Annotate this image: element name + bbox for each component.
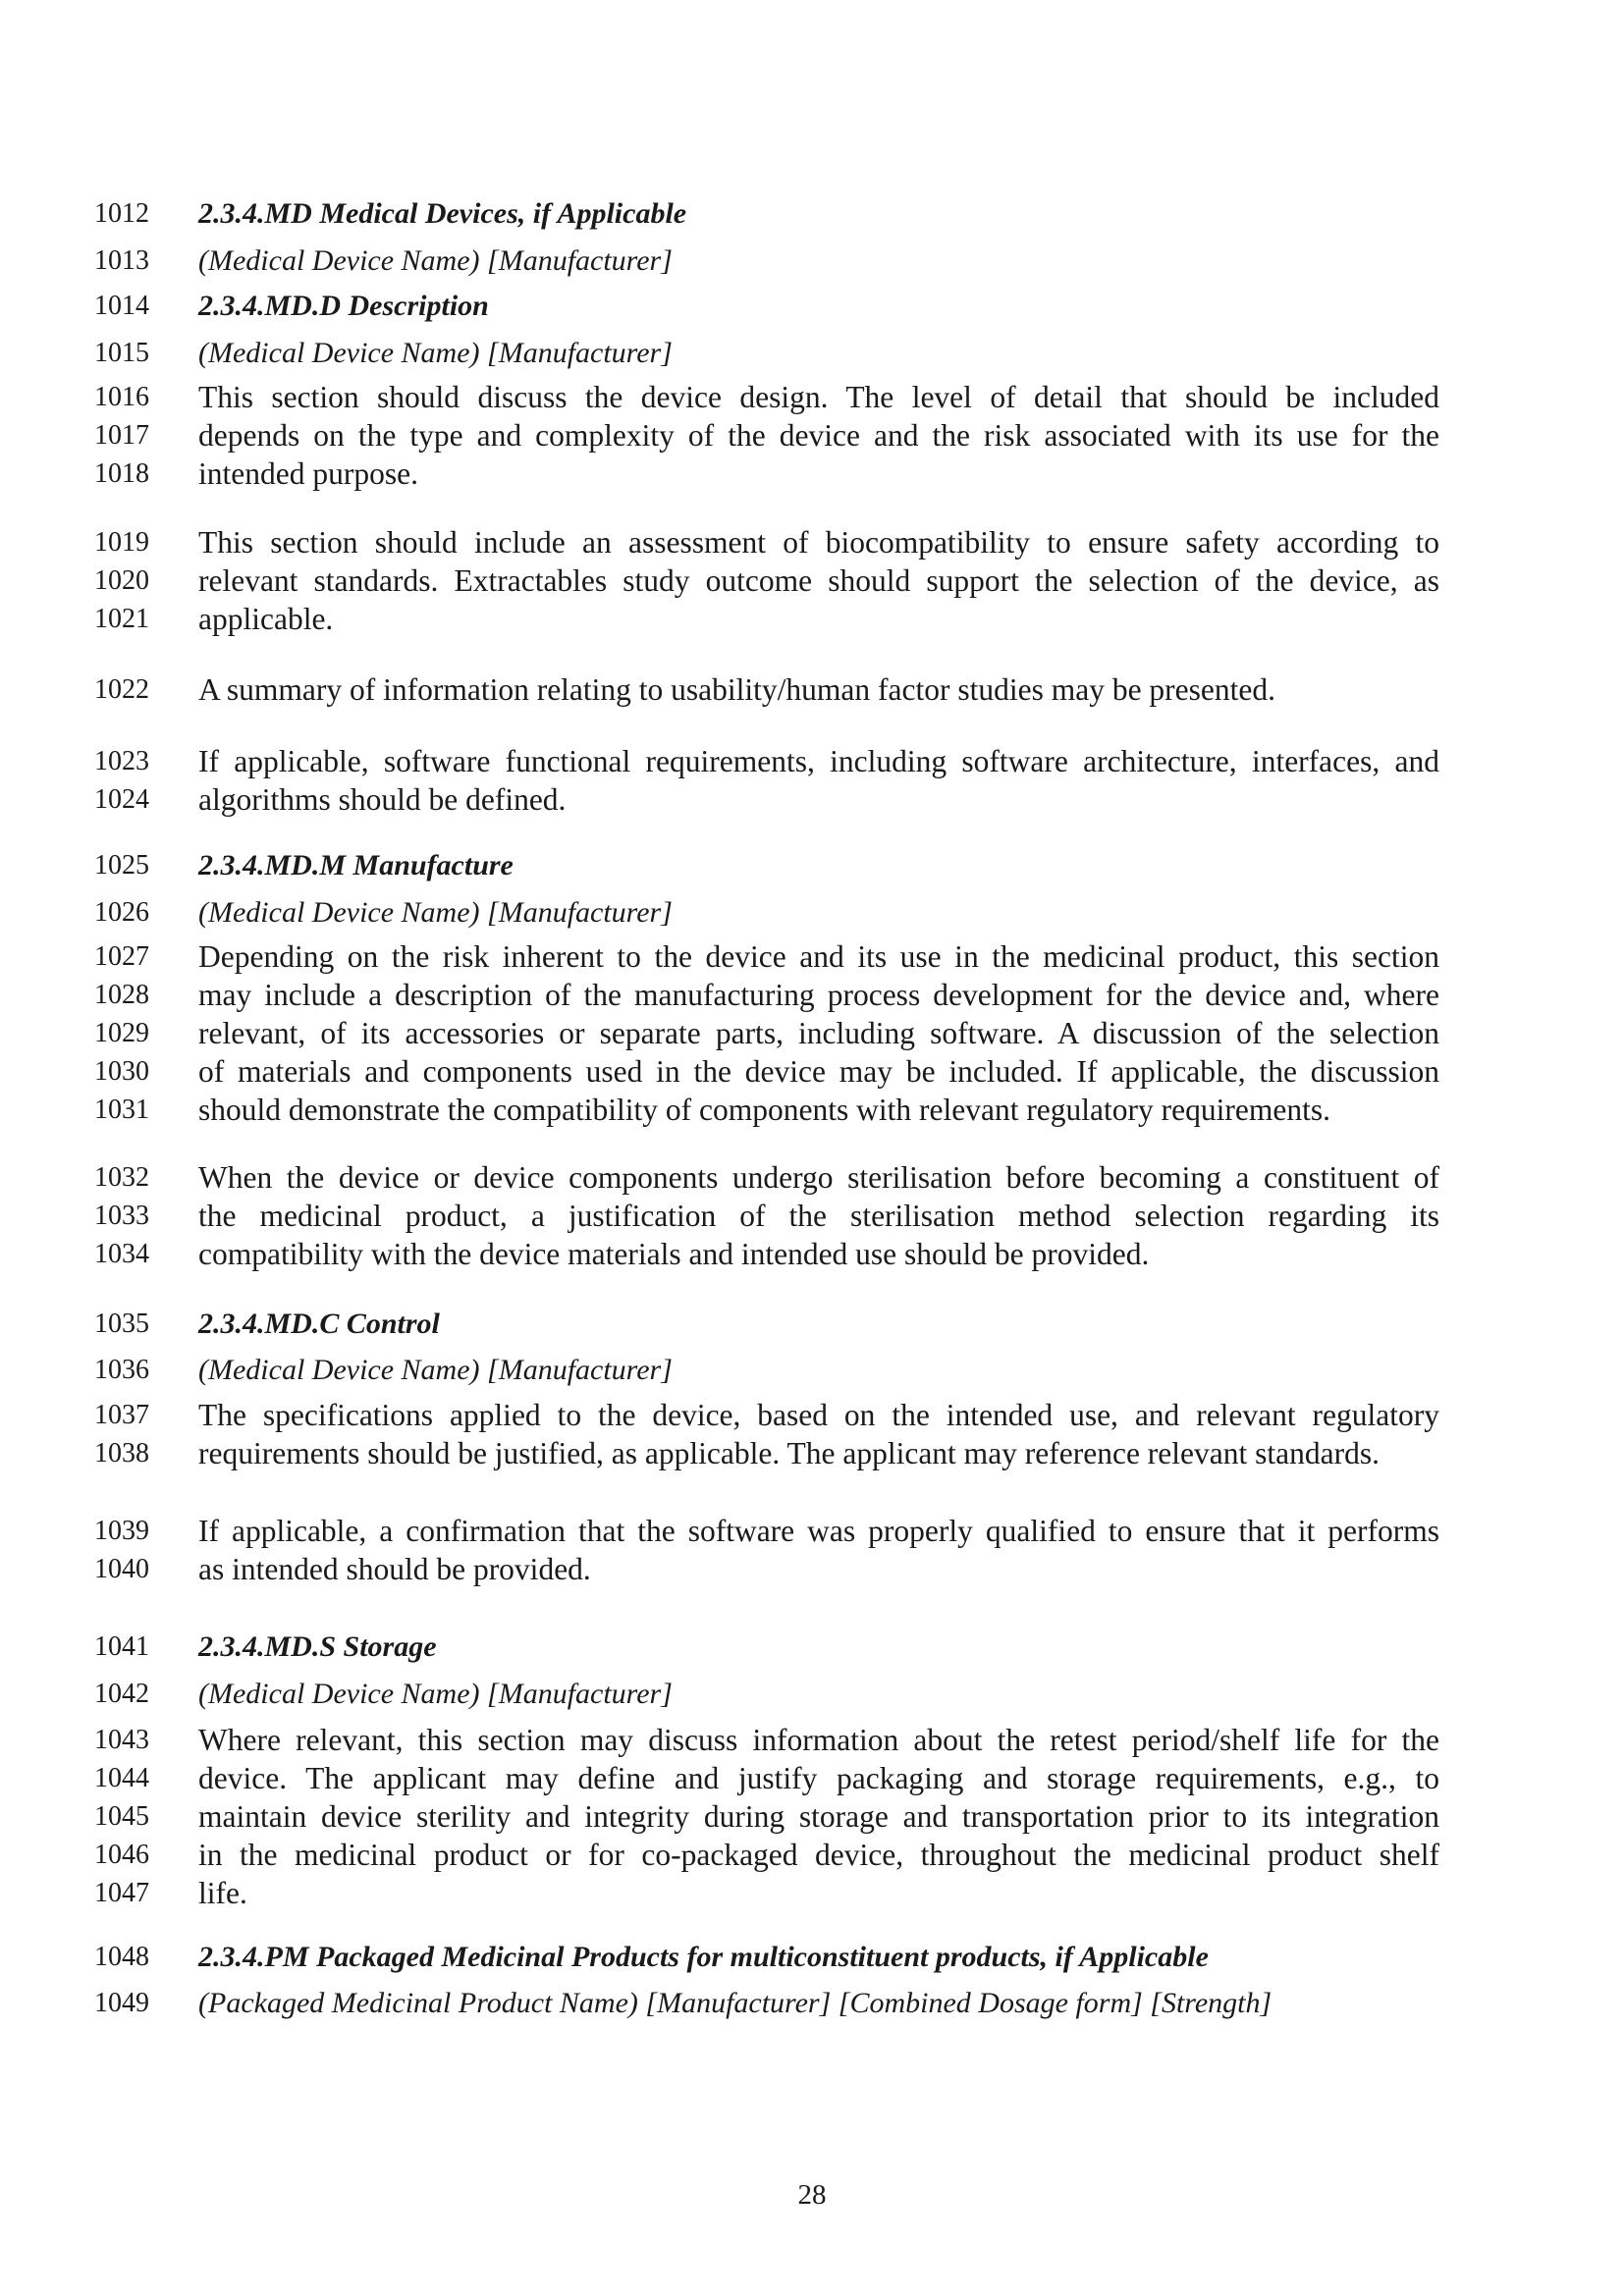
line-number: 1044 <box>94 1763 149 1793</box>
placeholder-line <box>0 1675 1624 1713</box>
text-line <box>0 846 1624 884</box>
line-number: 1040 <box>94 1554 149 1584</box>
section-heading <box>0 287 1624 325</box>
line-number: 1036 <box>94 1355 149 1385</box>
text-line <box>0 1797 1624 1836</box>
line-text: If applicable, a confirmation that the software was properly qualified to ensure that it performs <box>198 1514 1439 1548</box>
text-line <box>0 600 1624 638</box>
line-number: 1024 <box>94 784 149 815</box>
line-text: relevant, of its accessories or separate parts, including software. A discussion of the selection <box>198 1016 1439 1050</box>
line-number: 1031 <box>94 1095 149 1125</box>
line-number: 1021 <box>94 604 149 634</box>
text-line <box>0 1984 1624 2022</box>
line-text: maintain device sterility and integrity during storage and transportation prior to its integration <box>198 1799 1439 1834</box>
text-line <box>0 334 1624 372</box>
line-number: 1030 <box>94 1056 149 1087</box>
line-text: requirements should be justified, as applicable. The applicant may reference relevant standards. <box>198 1436 1380 1470</box>
line-text: device. The applicant may define and justify packaging and storage requirements, e.g., to <box>198 1761 1439 1795</box>
text-line <box>0 287 1624 325</box>
line-number: 1049 <box>94 1988 149 2018</box>
paragraph <box>0 1721 1624 1912</box>
text-line <box>0 1759 1624 1797</box>
line-number: 1025 <box>94 850 149 881</box>
text-line <box>0 1721 1624 1759</box>
text-line <box>0 780 1624 819</box>
line-number: 1029 <box>94 1018 149 1048</box>
line-text: algorithms should be defined. <box>198 782 567 817</box>
line-text: (Medical Device Name) [Manufacturer] <box>198 896 673 929</box>
line-number: 1033 <box>94 1201 149 1231</box>
line-number: 1014 <box>94 291 149 321</box>
placeholder-line <box>0 241 1624 280</box>
line-number: 1028 <box>94 980 149 1010</box>
paragraph <box>0 1158 1624 1273</box>
line-text: life. <box>198 1876 247 1910</box>
paragraph <box>0 742 1624 819</box>
line-text: If applicable, software functional requirements, including software architecture, interfaces, and <box>198 744 1439 778</box>
line-number: 1022 <box>94 674 149 705</box>
text-line <box>0 1434 1624 1472</box>
line-text: 2.3.4.MD Medical Devices, if Applicable <box>198 197 687 230</box>
line-number: 1047 <box>94 1878 149 1908</box>
line-text: relevant standards. Extractables study outcome should support the selection of the device, as <box>198 563 1439 598</box>
page-number: 28 <box>797 2179 827 2211</box>
line-text: The specifications applied to the device, based on the intended use, and relevant regulatory <box>198 1398 1439 1432</box>
text-line <box>0 1675 1624 1713</box>
text-line <box>0 1396 1624 1434</box>
text-line <box>0 1874 1624 1912</box>
text-line <box>0 241 1624 280</box>
text-line <box>0 893 1624 932</box>
text-line <box>0 1014 1624 1052</box>
line-text: the medicinal product, a justification of the sterilisation method selection regarding its <box>198 1199 1439 1233</box>
line-number: 1026 <box>94 897 149 928</box>
line-text: Where relevant, this section may discuss information about the retest period/shelf life for the <box>198 1723 1439 1757</box>
line-number: 1039 <box>94 1516 149 1546</box>
section-heading <box>0 846 1624 884</box>
line-text: This section should include an assessment of biocompatibility to ensure safety according to <box>198 525 1439 560</box>
paragraph <box>0 937 1624 1129</box>
paragraph <box>0 670 1624 709</box>
placeholder-line <box>0 893 1624 932</box>
text-line <box>0 1512 1624 1550</box>
text-line <box>0 416 1624 454</box>
text-line <box>0 1235 1624 1273</box>
text-line <box>0 1158 1624 1197</box>
placeholder-line <box>0 1984 1624 2022</box>
line-number: 1013 <box>94 245 149 276</box>
line-text: (Packaged Medicinal Product Name) [Manufacturer] [Combined Dosage form] [Strength] <box>198 1987 1272 2019</box>
line-number: 1012 <box>94 198 149 229</box>
line-text: A summary of information relating to usability/human factor studies may be presented. <box>198 672 1275 707</box>
text-line <box>0 378 1624 416</box>
line-number: 1037 <box>94 1400 149 1430</box>
line-text: 2.3.4.MD.C Control <box>198 1308 440 1340</box>
text-line <box>0 1091 1624 1129</box>
line-number: 1017 <box>94 420 149 451</box>
line-text: in the medicinal product or for co-packaged device, throughout the medicinal product shelf <box>198 1838 1439 1872</box>
line-text: depends on the type and complexity of the device and the risk associated with its use for the <box>198 418 1439 453</box>
line-number: 1020 <box>94 565 149 596</box>
paragraph <box>0 1396 1624 1472</box>
line-number: 1015 <box>94 338 149 368</box>
text-line <box>0 523 1624 561</box>
text-line <box>0 670 1624 709</box>
text-line <box>0 1938 1624 1976</box>
line-text: as intended should be provided. <box>198 1552 591 1586</box>
line-number: 1043 <box>94 1725 149 1755</box>
line-text: 2.3.4.MD.D Description <box>198 290 489 322</box>
line-number: 1023 <box>94 746 149 776</box>
text-line <box>0 1305 1624 1343</box>
line-number: 1018 <box>94 458 149 489</box>
line-text: of materials and components used in the device may be included. If applicable, the discussion <box>198 1054 1439 1089</box>
line-number: 1019 <box>94 527 149 558</box>
line-number: 1032 <box>94 1162 149 1193</box>
line-number: 1034 <box>94 1239 149 1269</box>
line-number: 1027 <box>94 941 149 972</box>
line-text: applicable. <box>198 602 334 636</box>
line-text: may include a description of the manufacturing process development for the device and, where <box>198 978 1439 1012</box>
line-number: 1045 <box>94 1801 149 1832</box>
line-number: 1035 <box>94 1308 149 1339</box>
line-text: (Medical Device Name) [Manufacturer] <box>198 1354 673 1386</box>
section-heading <box>0 194 1624 233</box>
paragraph <box>0 523 1624 638</box>
text-line <box>0 454 1624 493</box>
text-line <box>0 742 1624 780</box>
line-text: Depending on the risk inherent to the device and its use in the medicinal product, this section <box>198 939 1439 974</box>
section-heading <box>0 1305 1624 1343</box>
placeholder-line <box>0 1351 1624 1389</box>
line-text: intended purpose. <box>198 456 418 491</box>
line-text: This section should discuss the device design. The level of detail that should be included <box>198 380 1439 414</box>
line-number: 1048 <box>94 1942 149 1972</box>
text-line <box>0 1836 1624 1874</box>
section-heading <box>0 1628 1624 1666</box>
line-number: 1046 <box>94 1840 149 1870</box>
line-text: (Medical Device Name) [Manufacturer] <box>198 1678 673 1710</box>
paragraph <box>0 1512 1624 1588</box>
line-text: compatibility with the device materials and intended use should be provided. <box>198 1237 1150 1271</box>
text-line <box>0 976 1624 1014</box>
line-number: 1038 <box>94 1438 149 1468</box>
line-number: 1041 <box>94 1631 149 1662</box>
text-line <box>0 1628 1624 1666</box>
line-text: should demonstrate the compatibility of components with relevant regulatory requirements. <box>198 1093 1330 1127</box>
line-number: 1042 <box>94 1679 149 1709</box>
text-line <box>0 1197 1624 1235</box>
line-text: When the device or device components undergo sterilisation before becoming a constituent of <box>198 1160 1439 1195</box>
line-number: 1016 <box>94 382 149 412</box>
text-line <box>0 1052 1624 1091</box>
text-line <box>0 1351 1624 1389</box>
line-text: (Medical Device Name) [Manufacturer] <box>198 244 673 277</box>
line-text: 2.3.4.PM Packaged Medicinal Products for multiconstituent products, if Applicable <box>198 1941 1209 1973</box>
section-heading <box>0 1938 1624 1976</box>
line-text: (Medical Device Name) [Manufacturer] <box>198 337 673 369</box>
text-line <box>0 561 1624 600</box>
paragraph <box>0 378 1624 493</box>
text-line <box>0 194 1624 233</box>
text-line <box>0 1550 1624 1588</box>
text-line <box>0 937 1624 976</box>
placeholder-line <box>0 334 1624 372</box>
line-text: 2.3.4.MD.S Storage <box>198 1630 437 1663</box>
line-text: 2.3.4.MD.M Manufacture <box>198 849 514 881</box>
